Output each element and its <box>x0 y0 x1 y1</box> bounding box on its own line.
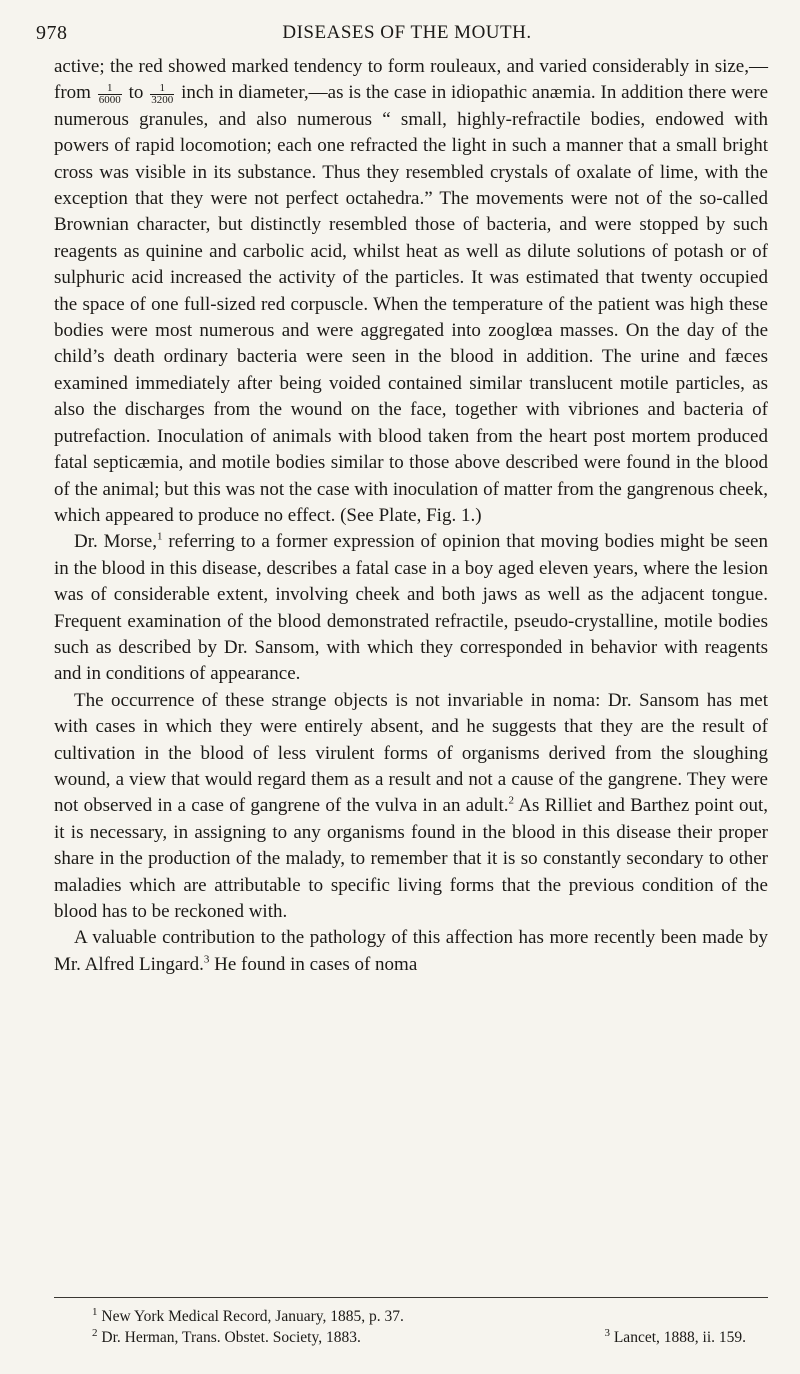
footnote-3 <box>604 1327 746 1348</box>
footnote-text: Lancet, 1888, ii. 159. <box>609 1329 746 1346</box>
fraction-denominator: 3200 <box>151 94 174 107</box>
footnotes <box>92 1306 768 1348</box>
paragraph-2 <box>54 529 768 687</box>
footnote-ref-1: 1 <box>156 530 163 543</box>
running-header <box>36 22 778 48</box>
footnote-text: Dr. Herman, Trans. Obstet. Society, 1883. <box>97 1329 361 1346</box>
paragraph-1-part-b: to <box>123 82 149 104</box>
footnote-divider <box>54 1297 768 1298</box>
running-title: DISEASES OF THE MOUTH. <box>282 22 532 43</box>
footnote-2 <box>92 1327 361 1348</box>
paragraph-2-part-b: referring to a former expression of opinion that moving bodies might be seen in the blood in this disease, describes a fatal case in a boy aged eleven years, where the lesion was of considerable extent, involving cheek and both jaws as well as the adjacent tongue. Frequent examination of the blood demonstrated refractile, pseudo-crystalline, motile bodies such as described by Dr. Sansom, with which they corresponded in behavior with reagents and in conditions of appearance. <box>54 531 768 685</box>
fraction-denominator: 6000 <box>98 94 121 107</box>
footnote-mark: 3 <box>604 1326 610 1339</box>
footnote-ref-2: 2 <box>508 795 515 808</box>
paragraph-1 <box>54 54 768 529</box>
paragraph-1-part-a: active; the red showed marked tendency to form rouleaux, and varied considerably in size,—from <box>54 56 768 104</box>
paragraph-4-part-b: He found in cases of noma <box>209 953 418 975</box>
fraction-1-3200 <box>150 83 174 106</box>
footnote-row <box>92 1327 768 1348</box>
paragraph-1-part-c: inch in diameter,—as is the case in idiopathic anæmia. In addition there were numerous granules, and also numerous “ small, highly-refractile bodies, endowed with powers of rapid locomotion; each one refracted the light in such a manner that a small bright cross was visible in its substance. Thus they resembled crystals of oxalate of lime, with the exception that they were not perfect octahedra.” The movements were not of the so-called Brownian character, but distinctly resembled those of bacteria, and were stopped by such reagents as quinine and carbolic acid, whilst heat as well as dilute solutions of potash or of sulphuric acid increased the activity of the particles. It was estimated that twenty occupied the space of one full-sized red corpuscle. When the temperature of the patient was high these bodies were most numerous and were aggregated into zooglœa masses. On the day of the child’s death ordinary bacteria were seen in the blood in addition. The urine and fæces examined immediately after being voided contained similar translucent motile particles, as also the discharges from the wound on the face, together with vibriones and bacteria of putrefaction. Inoculation of animals with blood taken from the heart post mortem produced fatal septicæmia, and motile bodies similar to those above described were found in the blood of the animal; but this was not the case with inoculation of matter from the gangrenous cheek, which appeared to produce no effect. (See Plate, Fig. 1.) <box>54 82 769 526</box>
footnote-text: New York Medical Record, January, 1885, p. 37. <box>97 1308 404 1325</box>
paragraph-3-part-a: The occurrence of these strange objects is not invariable in noma: Dr. Sansom has met with cases in which they were entirely absent, and he suggests that they are the result of cultivation in the blood of less virulent forms of organisms derived from the sloughing wound, a view that would regard them as a result and not a cause of the gangrene. They were not observed in a case of gangrene of the vulva in an adult. <box>54 689 768 817</box>
fraction-numerator: 1 <box>150 83 174 95</box>
page-number: 978 <box>36 22 68 44</box>
footnote-mark: 2 <box>92 1326 98 1339</box>
paragraph-3 <box>54 688 768 926</box>
fraction-1-6000 <box>98 83 122 106</box>
footnote-1 <box>92 1306 768 1327</box>
footnote-ref-3: 3 <box>203 953 210 966</box>
body-text <box>54 54 768 978</box>
paragraph-4 <box>54 925 768 978</box>
footnote-mark: 1 <box>92 1305 98 1318</box>
paragraph-2-part-a: Dr. Morse, <box>74 531 157 553</box>
paragraph-4-part-a: A valuable contribution to the pathology of this affection has more recently been made by Mr. Alfred Lingard. <box>54 927 768 975</box>
fraction-numerator: 1 <box>98 83 122 95</box>
paragraph-3-part-b: As Rilliet and Barthez point out, it is necessary, in assigning to any organisms found in the blood in this disease their proper share in the production of the malady, to remember that it is so constantly secondary to other maladies which are attributable to specific living forms that the previous condition of the blood has to be reckoned with. <box>54 795 768 922</box>
